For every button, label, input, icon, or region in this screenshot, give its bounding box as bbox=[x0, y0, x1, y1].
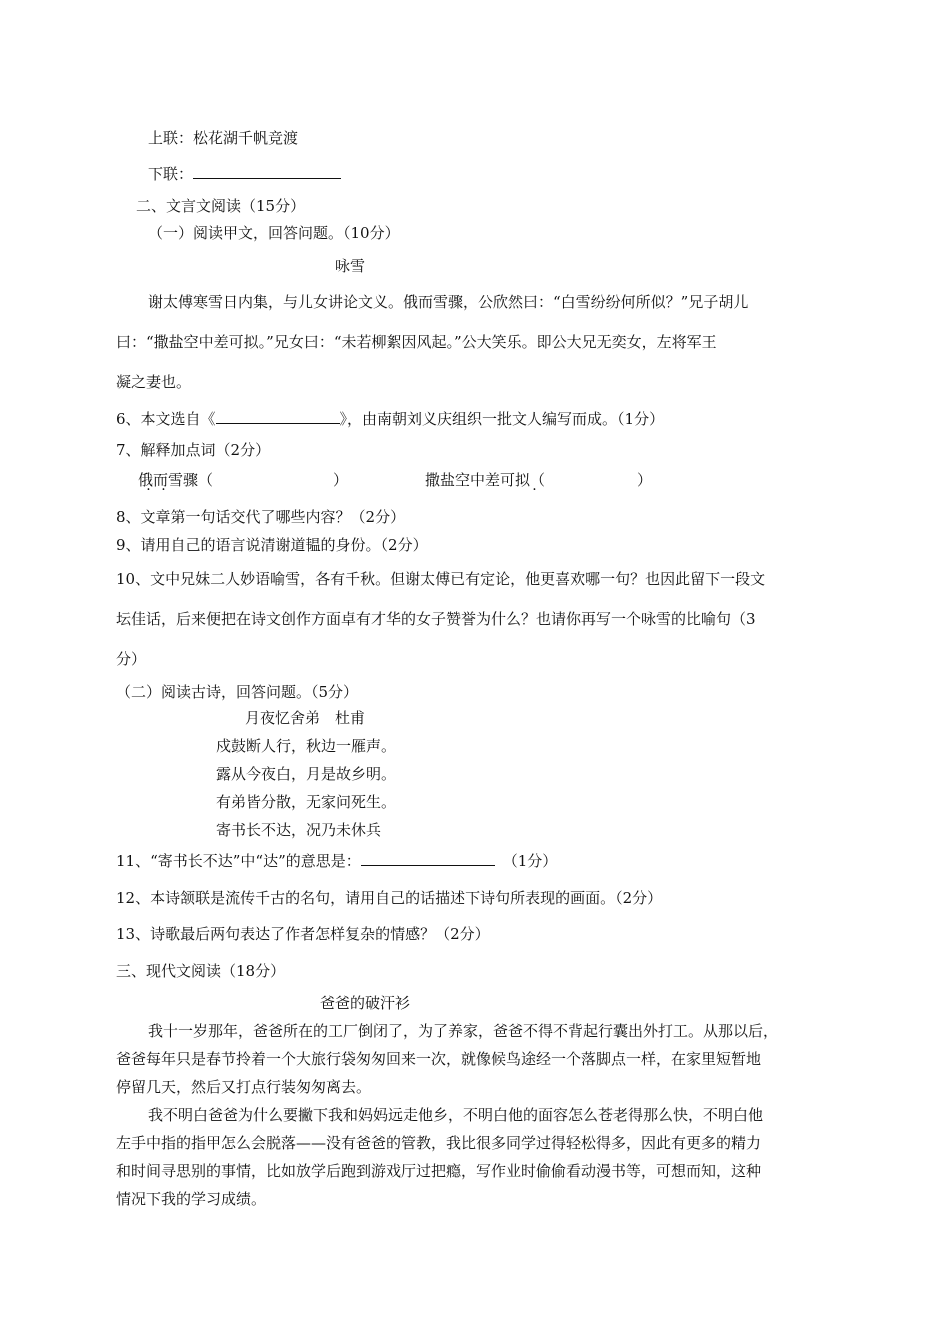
emphasis-dot bbox=[527, 470, 542, 490]
question-6 bbox=[116, 409, 664, 429]
poem-line-2: 露从今夜白，月是故乡明。 bbox=[216, 765, 397, 783]
article-p1-line-2: 爸爸每年只是春节拎着一个大旅行袋匆匆回来一次，就像候鸟途经一个落脚点一样，在家里短暂地 bbox=[116, 1050, 762, 1068]
answer-blank[interactable] bbox=[216, 409, 340, 424]
poem-title: 月夜忆舍弟 杜甫 bbox=[245, 709, 366, 727]
couplet-lower bbox=[148, 164, 341, 184]
article-p2-line-2: 左手中指的指甲怎么会脱落——没有爸爸的管教，我比很多同学过得轻松得多，因此有更多的精力 bbox=[116, 1134, 762, 1152]
emphasis-dot bbox=[156, 470, 171, 490]
question-11 bbox=[116, 851, 557, 871]
question-6-pre: 6、本文选自《 bbox=[116, 410, 216, 428]
question-11-post: （1分） bbox=[502, 852, 558, 870]
couplet-lower-label: 下联： bbox=[148, 165, 194, 183]
article-p1-line-1: 我十一岁那年，爸爸所在的工厂倒闭了，为了养家，爸爸不得不背起行囊出外打工。从那以后， bbox=[148, 1022, 779, 1040]
question-10-line-2: 坛佳话，后来便把在诗文创作方面卓有才华的女子赞誉为什么？也请你再写一个咏雪的比喻句（3 bbox=[116, 610, 756, 628]
answer-blank[interactable] bbox=[193, 164, 341, 179]
question-7b: 撒盐空中差可拟（ ） bbox=[425, 471, 653, 489]
question-9: 9、请用自己的语言说清谢道韫的身份。（2分） bbox=[116, 536, 428, 554]
poem-line-4: 寄书长不达，况乃未休兵 bbox=[216, 821, 382, 839]
answer-blank[interactable] bbox=[361, 851, 495, 866]
emphasis-dot bbox=[141, 470, 156, 490]
question-8: 8、文章第一句话交代了哪些内容？（2分） bbox=[116, 508, 406, 526]
question-7b-text: 撒盐空中差可拟（ bbox=[425, 471, 546, 489]
question-7a-text: 俄而雪骤（ bbox=[138, 471, 214, 489]
question-12: 12、本诗颔联是流传千古的名句，请用自己的话描述下诗句所表现的画面。（2分） bbox=[116, 889, 663, 907]
passage-line-2: 曰：“撒盐空中差可拟。”兄女曰：“未若柳絮因风起。”公大笑乐。即公大兄无奕女，左将军王 bbox=[116, 333, 717, 351]
question-11-pre: 11、“寄书长不达”中“达”的意思是： bbox=[116, 852, 361, 870]
poem-line-1: 戍鼓断人行，秋边一雁声。 bbox=[216, 737, 397, 755]
article-p2-line-1: 我不明白爸爸为什么要撇下我和妈妈远走他乡，不明白他的面容怎么苍老得那么快，不明白他 bbox=[148, 1106, 764, 1124]
question-7a: 俄而雪骤（ ） bbox=[138, 471, 349, 489]
section2-heading: 二、文言文阅读（15分） bbox=[136, 197, 306, 215]
article-p2-line-3: 和时间寻思别的事情，比如放学后跑到游戏厅过把瘾，写作业时偷偷看动漫书等，可想而知，这种 bbox=[116, 1162, 762, 1180]
question-13: 13、诗歌最后两句表达了作者怎样复杂的情感？（2分） bbox=[116, 925, 490, 943]
part2-heading: （二）阅读古诗，回答问题。（5分） bbox=[116, 683, 359, 701]
article-title: 爸爸的破汗衫 bbox=[320, 994, 411, 1012]
passage-title: 咏雪 bbox=[335, 257, 366, 275]
question-7: 7、解释加点词（2分） bbox=[116, 441, 271, 459]
passage-line-1: 谢太傅寒雪日内集，与儿女讲论文义。俄而雪骤，公欣然曰：“白雪纷纷何所似？”兄子胡儿 bbox=[148, 293, 749, 311]
section3-heading: 三、现代文阅读（18分） bbox=[116, 962, 286, 980]
couplet-upper: 上联：松花湖千帆竞渡 bbox=[148, 129, 299, 147]
passage-line-3: 凝之妻也。 bbox=[116, 373, 192, 391]
question-6-post: 》，由南朝刘义庆组织一批文人编写而成。（1分） bbox=[339, 410, 665, 428]
poem-line-3: 有弟皆分散，无家问死生。 bbox=[216, 793, 397, 811]
question-10-line-3: 分） bbox=[116, 650, 147, 668]
article-p2-line-4: 情况下我的学习成绩。 bbox=[116, 1190, 267, 1208]
article-p1-line-3: 停留几天，然后又打点行装匆匆离去。 bbox=[116, 1078, 372, 1096]
question-10-line-1: 10、文中兄妹二人妙语喻雪，各有千秋。但谢太傅已有定论，他更喜欢哪一句？也因此留下一段文 bbox=[116, 570, 766, 588]
part1-heading: （一）阅读甲文，回答问题。（10分） bbox=[148, 224, 400, 242]
